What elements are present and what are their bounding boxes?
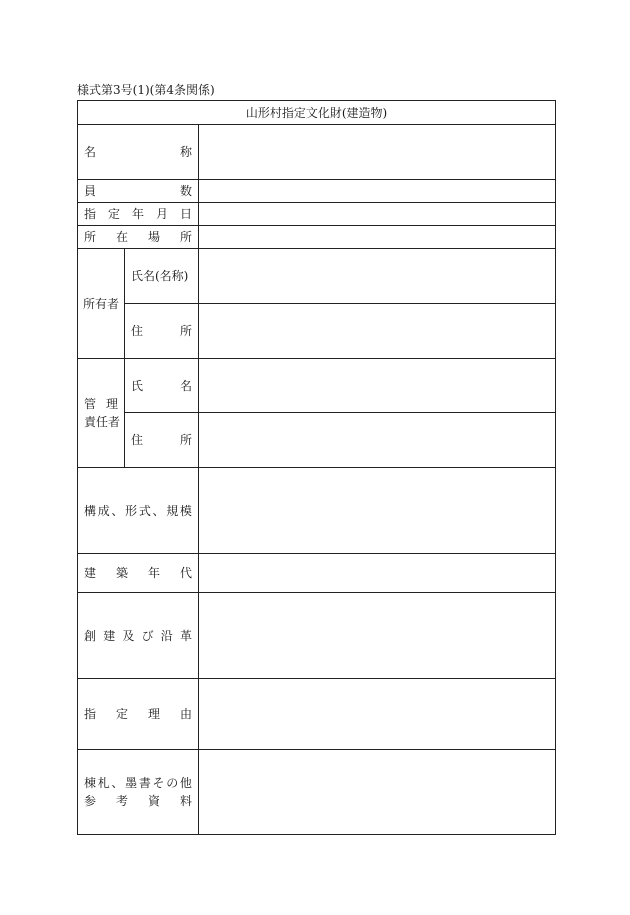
label-era-char-4: 代 — [179, 566, 192, 580]
label-ref-char-5: 書 — [138, 776, 151, 790]
label-reason-char-2: 定 — [115, 707, 128, 721]
label-date-char-3: 年 — [131, 207, 144, 221]
form-title — [78, 101, 555, 124]
label-location-char-2: 在 — [115, 230, 128, 244]
label-reason-char-1: 指 — [84, 707, 97, 721]
label-manager-name-char-1: 氏 — [131, 378, 144, 393]
label-location-char-1: 所 — [84, 230, 97, 244]
label-history-char-1: 創 — [84, 628, 97, 643]
value-history[interactable] — [199, 593, 555, 678]
label-manager-char-1: 管 — [84, 397, 97, 411]
label-manager-line-2 — [84, 413, 121, 431]
label-owner-char-2: 有 — [94, 296, 107, 311]
value-owner-name[interactable] — [199, 249, 555, 303]
label-ref-char-3: 、 — [111, 776, 124, 790]
label-manager-char-4: 任 — [96, 415, 109, 429]
label-history-char-4: び — [141, 628, 154, 643]
label-owner-address — [125, 304, 198, 358]
label-ref-char-10: 考 — [115, 794, 128, 808]
label-history — [78, 593, 198, 678]
label-construction-era — [78, 554, 198, 592]
label-references — [78, 750, 198, 834]
label-date-char-5: 日 — [179, 207, 192, 221]
label-owner-name-text: 氏名(名称) — [131, 269, 189, 283]
label-ref-char-11: 資 — [147, 794, 160, 808]
label-era-char-3: 年 — [147, 566, 160, 580]
label-owner-group — [78, 249, 124, 358]
label-ref-char-4: 墨 — [125, 776, 138, 790]
label-history-char-6: 革 — [179, 628, 192, 643]
label-structure — [78, 468, 198, 553]
label-structure-char-3: 、 — [111, 503, 124, 518]
label-manager-char-5: 者 — [108, 415, 121, 429]
label-manager-address-char-2: 所 — [179, 433, 192, 447]
label-history-char-2: 建 — [103, 628, 116, 643]
label-manager-line-1 — [84, 395, 118, 413]
label-ref-char-1: 棟 — [84, 776, 97, 790]
label-references-line-1 — [84, 774, 192, 792]
label-ref-char-8: 他 — [179, 776, 192, 790]
label-count — [78, 180, 198, 202]
label-owner-name — [125, 249, 198, 303]
label-structure-char-1: 構 — [84, 503, 97, 518]
label-structure-char-6: 、 — [152, 503, 165, 518]
label-owner-char-3: 者 — [107, 296, 120, 311]
value-references[interactable] — [199, 750, 555, 834]
value-count[interactable] — [199, 180, 555, 202]
value-structure[interactable] — [199, 468, 555, 553]
label-reason-char-3: 理 — [147, 707, 160, 721]
label-manager-char-3: 責 — [84, 415, 97, 429]
value-manager-address[interactable] — [199, 413, 555, 467]
label-name — [78, 125, 198, 179]
label-structure-char-5: 式 — [138, 503, 151, 518]
label-era-char-1: 建 — [84, 566, 97, 580]
label-manager-name — [125, 359, 198, 412]
label-name-char-2: 称 — [179, 145, 192, 159]
value-manager-name[interactable] — [199, 359, 555, 412]
label-count-char-1: 員 — [84, 184, 97, 198]
label-structure-char-4: 形 — [125, 503, 138, 518]
label-structure-char-2: 成 — [97, 503, 110, 518]
label-owner-address-char-2: 所 — [179, 324, 192, 338]
label-ref-char-6: そ — [152, 776, 165, 790]
label-references-line-2 — [84, 792, 192, 810]
value-name[interactable] — [199, 125, 555, 179]
value-construction-era[interactable] — [199, 554, 555, 592]
label-history-char-3: 及 — [122, 628, 135, 643]
label-reason-char-4: 由 — [179, 707, 192, 721]
label-designation-date — [78, 203, 198, 225]
label-count-char-2: 数 — [179, 184, 192, 198]
label-date-char-1: 指 — [84, 207, 97, 221]
form-title-text: 山形村指定文化財(建造物) — [245, 105, 388, 120]
label-ref-char-7: の — [166, 776, 179, 790]
label-era-char-2: 築 — [115, 566, 128, 580]
label-ref-char-12: 料 — [179, 794, 192, 808]
label-owner-char-1: 所 — [82, 296, 95, 311]
label-reason — [78, 679, 198, 749]
label-owner-address-char-1: 住 — [131, 324, 144, 338]
label-date-char-2: 定 — [107, 207, 120, 221]
label-manager-char-2: 理 — [105, 397, 118, 411]
label-ref-char-9: 参 — [84, 794, 97, 808]
label-manager-address-char-1: 住 — [131, 433, 144, 447]
label-date-char-4: 月 — [155, 207, 168, 221]
label-location — [78, 226, 198, 248]
label-manager-address — [125, 413, 198, 467]
label-location-char-3: 場 — [147, 230, 160, 244]
value-designation-date[interactable] — [199, 203, 555, 225]
label-location-char-4: 所 — [179, 230, 192, 244]
label-structure-char-8: 模 — [179, 503, 192, 518]
label-ref-char-2: 札 — [97, 776, 110, 790]
form-number: 様式第3号(1)(第4条関係) — [77, 83, 215, 97]
label-history-char-5: 沿 — [160, 628, 173, 643]
label-manager-group — [78, 359, 124, 467]
label-structure-char-7: 規 — [166, 503, 179, 518]
registration-form-table — [77, 100, 556, 835]
value-reason[interactable] — [199, 679, 555, 749]
value-owner-address[interactable] — [199, 304, 555, 358]
label-name-char-1: 名 — [84, 145, 97, 159]
label-manager-name-char-2: 名 — [179, 378, 192, 393]
value-location[interactable] — [199, 226, 555, 248]
